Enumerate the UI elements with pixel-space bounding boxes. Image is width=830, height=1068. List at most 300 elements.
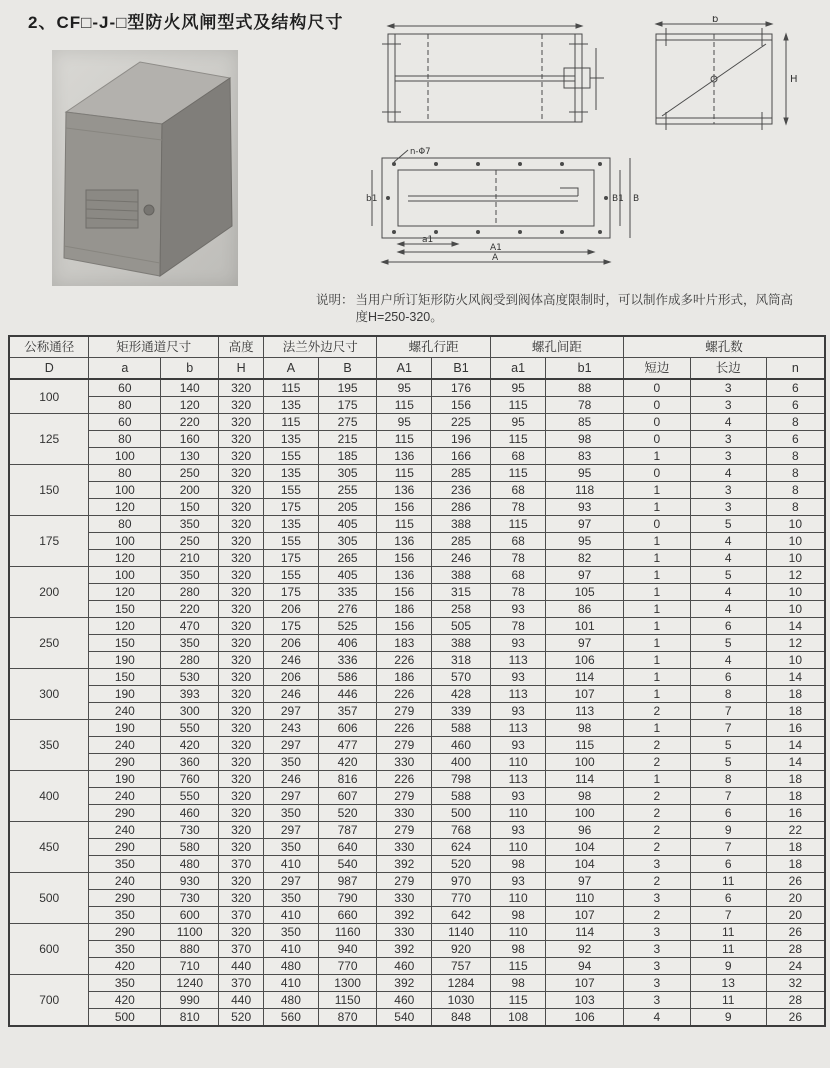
dimension-cell: 388 [432,516,491,533]
dimension-cell: 388 [432,567,491,584]
table-row [9,788,825,805]
dimension-cell: 1 [623,533,690,550]
nominal-diameter-cell: 175 [9,516,89,567]
header-a1: a1 [490,358,545,380]
dimension-cell: 410 [264,856,319,873]
dimension-cell: 500 [89,1009,161,1027]
dimension-cell: 320 [219,618,264,635]
dimension-cell: 100 [89,533,161,550]
dimension-cell: 26 [766,1009,825,1027]
dimension-cell: 88 [546,379,624,397]
dimension-cell: 78 [546,397,624,414]
dimension-cell: 226 [377,771,432,788]
dimension-cell: 28 [766,992,825,1009]
dimension-cell: 8 [766,414,825,431]
dimension-cell: 68 [490,448,545,465]
dimension-cell: 370 [219,907,264,924]
dimension-cell: 110 [490,924,545,941]
dimension-cell: 320 [219,669,264,686]
dimension-cell: 240 [89,737,161,754]
dimension-cell: 1 [623,601,690,618]
dimension-cell: 115 [490,516,545,533]
dimension-cell: 320 [219,584,264,601]
dimension-cell: 286 [432,499,491,516]
table-row [9,448,825,465]
dimension-cell: 11 [690,873,766,890]
dimension-cell: 6 [690,856,766,873]
dimension-cell: 130 [161,448,219,465]
dimension-cell: 9 [690,822,766,839]
table-row [9,516,825,533]
nominal-diameter-cell: 250 [9,618,89,669]
dimension-cell: 3 [623,958,690,975]
dimension-cell: 3 [690,448,766,465]
dimension-cell: 215 [318,431,377,448]
dimension-cell: 297 [264,788,319,805]
dimension-cell: 113 [490,771,545,788]
dimension-cell: 93 [546,499,624,516]
nominal-diameter-cell: 300 [9,669,89,720]
dimension-cell: 156 [377,618,432,635]
dimension-cell: 115 [490,992,545,1009]
dimension-cell: 108 [490,1009,545,1027]
dimension-cell: 7 [690,839,766,856]
dimension-cell: 97 [546,567,624,584]
dimension-cell: 80 [89,431,161,448]
nominal-diameter-cell: 125 [9,414,89,465]
dimension-cell: 320 [219,890,264,907]
dimension-cell: 560 [264,1009,319,1027]
dimension-cell: 5 [690,516,766,533]
dimension-cell: 370 [219,941,264,958]
dimension-cell: 320 [219,601,264,618]
dimension-cell: 290 [89,805,161,822]
dimension-cell: 18 [766,771,825,788]
dimension-cell: 68 [490,533,545,550]
dimension-cell: 95 [377,379,432,397]
dimension-cell: 106 [546,1009,624,1027]
dimension-cell: 210 [161,550,219,567]
dimension-cell: 420 [89,992,161,1009]
dimension-cell: 115 [490,958,545,975]
dimension-cell: 3 [623,992,690,1009]
dimension-cell: 225 [432,414,491,431]
dimension-cell: 175 [318,397,377,414]
dimension-cell: 97 [546,873,624,890]
dimension-cell: 428 [432,686,491,703]
dimension-cell: 315 [432,584,491,601]
table-row [9,856,825,873]
dimension-cell: 290 [89,839,161,856]
dimension-cell: 770 [432,890,491,907]
header-hole-count-group: 螺孔数 [623,336,825,358]
dimension-cell: 190 [89,652,161,669]
dimension-cell: 505 [432,618,491,635]
dimension-cell: 1 [623,669,690,686]
dimension-cell: 93 [490,822,545,839]
dimension-cell: 100 [89,567,161,584]
dimension-cell: 290 [89,890,161,907]
dimension-cell: 20 [766,890,825,907]
dimension-cell: 400 [432,754,491,771]
nominal-diameter-cell: 600 [9,924,89,975]
dimension-cell: 11 [690,992,766,1009]
dimension-cell: 406 [318,635,377,652]
dimension-cell: 320 [219,788,264,805]
dimension-cell: 350 [161,635,219,652]
nominal-diameter-cell: 450 [9,822,89,873]
dimension-cell: 240 [89,822,161,839]
dimension-cell: 92 [546,941,624,958]
dimension-cell: 206 [264,635,319,652]
dimension-cell: 290 [89,924,161,941]
dimension-cell: 8 [690,686,766,703]
dimension-cell: 60 [89,379,161,397]
dimension-cell: 930 [161,873,219,890]
dimension-cell: 2 [623,873,690,890]
table-row [9,533,825,550]
dimension-cell: 357 [318,703,377,720]
dimension-cell: 113 [546,703,624,720]
dimension-cell: 405 [318,567,377,584]
dimension-cell: 18 [766,703,825,720]
dimension-cell: 320 [219,533,264,550]
dimension-cell: 83 [546,448,624,465]
table-row [9,924,825,941]
dimension-cell: 186 [377,669,432,686]
dimension-cell: 10 [766,533,825,550]
dimension-cell: 0 [623,516,690,533]
dimension-cell: 20 [766,907,825,924]
dimension-cell: 393 [161,686,219,703]
dimension-cell: 987 [318,873,377,890]
dimension-cell: 8 [766,482,825,499]
dimension-cell: 320 [219,737,264,754]
dimension-cell: 350 [264,924,319,941]
dimension-cell: 115 [377,431,432,448]
dimension-cell: 0 [623,431,690,448]
dimension-cell: 280 [161,652,219,669]
dimension-cell: 350 [89,856,161,873]
table-row [9,975,825,992]
dimension-cell: 768 [432,822,491,839]
header-n: n [766,358,825,380]
header-a: a [89,358,161,380]
dimension-cell: 540 [318,856,377,873]
dimension-cell: 320 [219,805,264,822]
dimension-cell: 3 [623,975,690,992]
dimension-cell: 588 [432,788,491,805]
note-label: 说明： [316,293,354,307]
dimension-cell: 136 [377,448,432,465]
dimension-cell: 114 [546,771,624,788]
dimension-cell: 150 [161,499,219,516]
note-body: 当用户所订矩形防火风阀受到阀体高度限制时，可以制作成多叶片形式，风筒高 度H=250-320。 [355,293,794,324]
dimension-cell: 4 [690,652,766,669]
dimension-cell: 642 [432,907,491,924]
dimension-cell: 14 [766,737,825,754]
dimension-cell: 156 [432,397,491,414]
dimension-cell: 6 [766,397,825,414]
dimension-cell: 3 [623,856,690,873]
dimension-cell: 240 [89,873,161,890]
table-row [9,669,825,686]
dimension-cell: 790 [318,890,377,907]
dimension-cell: 1 [623,720,690,737]
dimension-cell: 330 [377,754,432,771]
dimension-cell: 10 [766,652,825,669]
dimension-cell: 95 [546,533,624,550]
dimension-cell: 477 [318,737,377,754]
dimension-cell: 350 [264,805,319,822]
header-b: b [161,358,219,380]
dimension-cell: 757 [432,958,491,975]
dimension-cell: 7 [690,788,766,805]
table-row [9,822,825,839]
table-row [9,499,825,516]
dimension-cell: 107 [546,907,624,924]
dimension-cell: 440 [219,992,264,1009]
dim-B-label: B [633,194,640,204]
dimension-cell: 320 [219,482,264,499]
dimension-cell: 115 [377,465,432,482]
dimension-cell: 816 [318,771,377,788]
dimension-cell: 95 [377,414,432,431]
dimension-cell: 190 [89,686,161,703]
dimension-cell: 420 [89,958,161,975]
header-B: B [318,358,377,380]
dimension-cell: 155 [264,533,319,550]
dimension-cell: 320 [219,550,264,567]
header-height-group: 高度 [219,336,264,358]
dimension-cell: 3 [623,924,690,941]
dimension-cell: 1140 [432,924,491,941]
dimension-cell: 24 [766,958,825,975]
dimension-cell: 258 [432,601,491,618]
header-A: A [264,358,319,380]
table-row [9,465,825,482]
dimension-cell: 98 [490,975,545,992]
table-row [9,567,825,584]
dimension-cell: 114 [546,924,624,941]
dimension-cell: 107 [546,975,624,992]
dimension-cell: 320 [219,516,264,533]
nominal-diameter-cell: 400 [9,771,89,822]
dimension-cell: 730 [161,822,219,839]
dimension-cell: 100 [89,448,161,465]
header-duct-group: 矩形通道尺寸 [89,336,219,358]
dimension-cell: 318 [432,652,491,669]
header-b1: b1 [546,358,624,380]
dimension-cell: 265 [318,550,377,567]
dimension-cell: 1 [623,448,690,465]
dimension-cell: 16 [766,720,825,737]
dimension-cell: 190 [89,771,161,788]
dimension-cell: 2 [623,805,690,822]
dimension-cell: 279 [377,703,432,720]
dimension-cell: 2 [623,839,690,856]
dimension-cell: 106 [546,652,624,669]
dimension-cell: 440 [219,958,264,975]
table-row [9,431,825,448]
dimension-cell: 85 [546,414,624,431]
dimension-cell: 607 [318,788,377,805]
dimension-cell: 480 [161,856,219,873]
dimension-cell: 10 [766,550,825,567]
dimension-cell: 1 [623,771,690,788]
dimension-cell: 410 [264,907,319,924]
dimension-cell: 255 [318,482,377,499]
dimension-cell: 586 [318,669,377,686]
dimension-cell: 12 [766,567,825,584]
dimension-cell: 113 [490,686,545,703]
dimension-cell: 3 [690,482,766,499]
dimension-cell: 175 [264,550,319,567]
dimension-cell: 11 [690,924,766,941]
dimension-cell: 1030 [432,992,491,1009]
dimension-cell: 206 [264,601,319,618]
dimension-cell: 4 [690,550,766,567]
dimension-cell: 120 [89,618,161,635]
header-long-side: 长边 [690,358,766,380]
dimension-cell: 305 [318,533,377,550]
dimension-cell: 320 [219,686,264,703]
dimension-cell: 18 [766,686,825,703]
dimension-cell: 136 [377,533,432,550]
dimension-cell: 78 [490,584,545,601]
dimension-cell: 18 [766,856,825,873]
dimension-cell: 520 [432,856,491,873]
dimension-cell: 93 [490,873,545,890]
dimension-cell: 100 [546,754,624,771]
dimension-cell: 392 [377,975,432,992]
dimension-cell: 520 [318,805,377,822]
dim-b1-label: b1 [366,194,378,204]
dimension-cell: 9 [690,1009,766,1027]
dimension-cell: 410 [264,941,319,958]
table-row [9,397,825,414]
dimension-cell: 279 [377,822,432,839]
dimension-cell: 156 [377,584,432,601]
dimension-cell: 3 [623,890,690,907]
dimension-cell: 115 [490,465,545,482]
dimension-cell: 330 [377,924,432,941]
dimension-cell: 0 [623,397,690,414]
dimension-cell: 101 [546,618,624,635]
dimension-cell: 186 [377,601,432,618]
dimension-cell: 9 [690,958,766,975]
dimension-cell: 446 [318,686,377,703]
dimension-cell: 870 [318,1009,377,1027]
dimension-cell: 175 [264,618,319,635]
dimension-cell: 110 [490,839,545,856]
dimension-cell: 98 [490,856,545,873]
dimension-cell: 848 [432,1009,491,1027]
dimension-cell: 276 [318,601,377,618]
dim-b-label: b [712,16,719,25]
dimension-cell: 760 [161,771,219,788]
page-title: 2、CF□-J-□型防火风闸型式及结构尺寸 [28,13,344,32]
dimension-cell: 5 [690,737,766,754]
dimension-cell: 136 [377,567,432,584]
dimension-cell: 12 [766,635,825,652]
dimension-cell: 3 [690,397,766,414]
dimension-cell: 420 [318,754,377,771]
dimension-cell: 4 [690,465,766,482]
dimension-cell: 10 [766,601,825,618]
dimension-cell: 405 [318,516,377,533]
dimension-cell: 0 [623,465,690,482]
dimension-cell: 11 [690,941,766,958]
dimension-cell: 78 [490,499,545,516]
dimension-cell: 940 [318,941,377,958]
dimension-cell: 320 [219,924,264,941]
dimension-cell: 150 [89,669,161,686]
dimension-cell: 350 [264,890,319,907]
dimension-cell: 6 [690,805,766,822]
dimension-cell: 290 [89,754,161,771]
dimension-cell: 5 [690,754,766,771]
table-row [9,839,825,856]
dimension-cell: 155 [264,567,319,584]
dimension-cell: 206 [264,669,319,686]
dimension-cell: 350 [264,754,319,771]
dimension-cell: 14 [766,754,825,771]
dimension-cell: 97 [546,635,624,652]
dimension-cell: 970 [432,873,491,890]
table-row [9,737,825,754]
dimension-cell: 0 [623,414,690,431]
dimension-cell: 460 [377,992,432,1009]
dimension-cell: 13 [690,975,766,992]
dimension-cell: 80 [89,465,161,482]
dimension-cell: 118 [546,482,624,499]
header-hole-row-group: 螺孔行距 [377,336,490,358]
dimension-cell: 3 [623,941,690,958]
dimension-cell: 226 [377,652,432,669]
dimension-cell: 320 [219,720,264,737]
dimension-cell: 6 [690,890,766,907]
dimension-cell: 330 [377,805,432,822]
dimension-cell: 8 [766,499,825,516]
dimension-cell: 115 [377,516,432,533]
dimension-cell: 104 [546,856,624,873]
dimension-cell: 26 [766,873,825,890]
dimension-cell: 95 [546,465,624,482]
dimension-cell: 1 [623,686,690,703]
dimension-cell: 4 [690,601,766,618]
dimension-cell: 86 [546,601,624,618]
dimension-cell: 2 [623,788,690,805]
dimension-table-body [9,379,825,1026]
dimension-cell: 115 [264,379,319,397]
dimension-cell: 500 [432,805,491,822]
fire-damper-photo-illustration [52,50,238,286]
dimension-cell: 135 [264,397,319,414]
dimension-cell: 176 [432,379,491,397]
dimension-cell: 360 [161,754,219,771]
dimension-cell: 246 [264,686,319,703]
dimension-cell: 350 [89,975,161,992]
dimension-cell: 1150 [318,992,377,1009]
table-row [9,652,825,669]
dimension-cell: 60 [89,414,161,431]
dimension-cell: 335 [318,584,377,601]
dimension-cell: 1240 [161,975,219,992]
dimension-cell: 78 [490,550,545,567]
dimension-cell: 246 [264,771,319,788]
dimension-cell: 4 [690,533,766,550]
